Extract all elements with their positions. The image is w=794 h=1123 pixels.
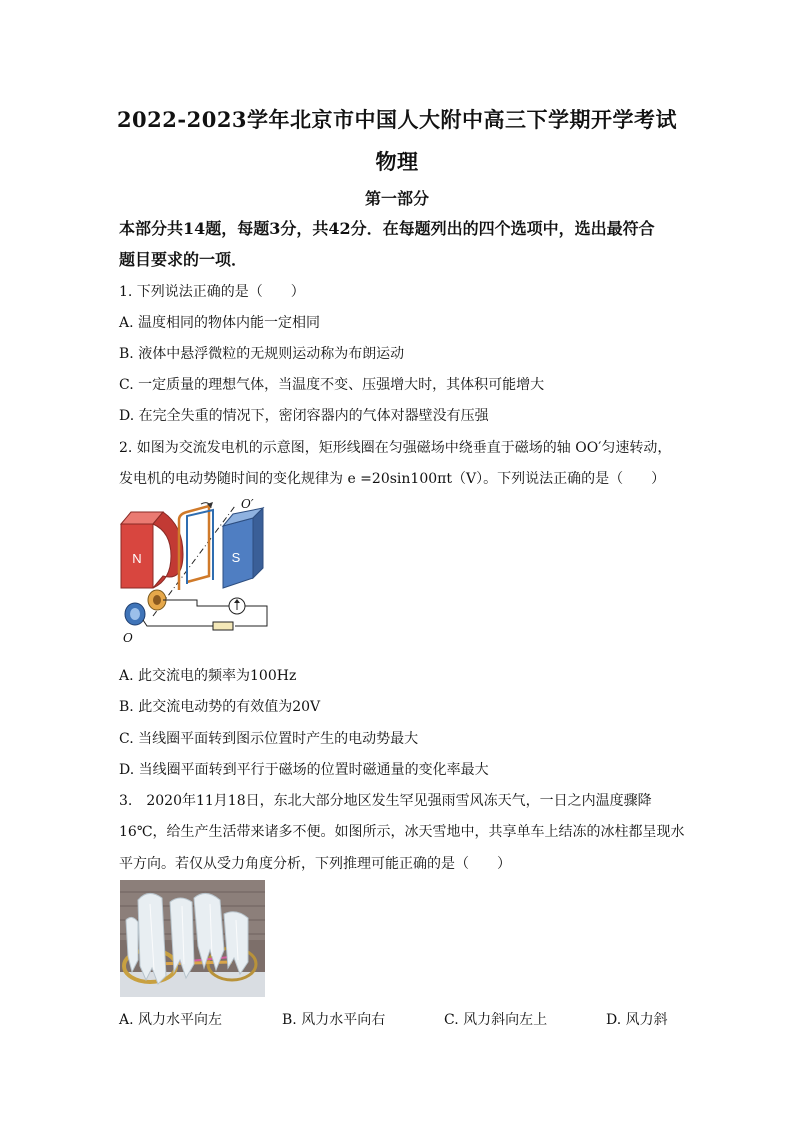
axis-top-label: O′ [241,497,254,511]
q3-stem-line-1: 3. 2020年11月18日，东北大部分地区发生罕见强雨雪风冻天气，一日之内温度骤降 [119,793,652,809]
q1-option-c: C. 一定质量的理想气体，当温度不变、压强增大时，其体积可能增大 [119,377,545,393]
q1-option-d: D. 在完全失重的情况下，密闭容器内的气体对器壁没有压强 [119,408,489,424]
part-heading: 第一部分 [364,189,429,208]
q1-option-a: A. 温度相同的物体内能一定相同 [119,315,321,331]
south-pole-label: S [231,550,241,565]
q3-option-a: A. 风力水平向左 [119,1012,223,1028]
frozen-bicycle-photo [120,880,265,997]
generator-diagram [117,496,277,646]
q2-option-b: B. 此交流电动势的有效值为20V [119,699,321,715]
q1-option-b: B. 液体中悬浮微粒的无规则运动称为布朗运动 [119,346,405,362]
q2-stem-line-2: 发电机的电动势随时间的变化规律为 e =20sin100πt（V）。下列说法正确的是（ ） [119,471,666,487]
q2-option-a: A. 此交流电的频率为100Hz [119,668,297,684]
q3-option-d: D. 风力斜 [606,1012,668,1028]
q2-stem-line-1: 2. 如图为交流发电机的示意图，矩形线圈在匀强磁场中绕垂直于磁场的轴 OO′匀速转动， [119,440,672,456]
q1-stem: 1. 下列说法正确的是（ ） [119,284,305,300]
exam-title: 2022-2023学年北京市中国人大附中高三下学期开学考试 [116,107,678,132]
q3-option-c: C. 风力斜向左上 [444,1012,548,1028]
instruction-line-1: 本部分共14题，每题3分，共42分．在每题列出的四个选项中，选出最符合 [119,219,655,238]
north-pole-label: N [132,551,142,566]
q3-stem-line-3: 平方向。若仅从受力角度分析，下列推理可能正确的是（ ） [119,856,511,872]
q3-option-b: B. 风力水平向右 [282,1012,386,1028]
q2-option-c: C. 当线圈平面转到图示位置时产生的电动势最大 [119,731,419,747]
q3-stem-line-2: 16℃，给生产生活带来诸多不便。如图所示，冰天雪地中，共享单车上结冻的冰柱都呈现水 [119,824,685,840]
instruction-line-2: 题目要求的一项． [119,250,248,269]
q2-option-d: D. 当线圈平面转到平行于磁场的位置时磁通量的变化率最大 [119,762,489,778]
axis-bottom-label: O [123,631,133,645]
subject-title: 物理 [375,149,419,174]
